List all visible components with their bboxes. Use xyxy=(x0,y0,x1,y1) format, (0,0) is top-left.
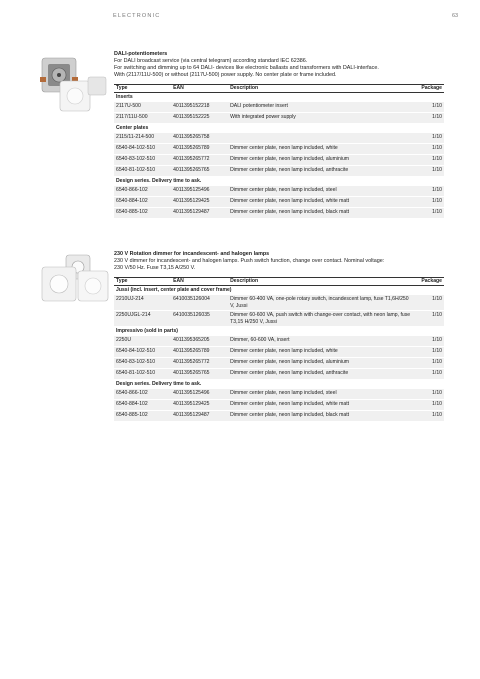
cell-package: 1/10 xyxy=(415,311,444,327)
table-row xyxy=(114,102,444,113)
cell-package: 1/10 xyxy=(415,197,444,208)
product-table xyxy=(114,277,444,422)
col-description: Description xyxy=(228,85,415,93)
table-section-label: Inserts xyxy=(116,94,133,100)
cell-ean: 4011395129425 xyxy=(171,197,228,208)
table-section-label: Design series. Delivery time to ask. xyxy=(116,381,202,387)
cell-package: 1/10 xyxy=(415,133,444,144)
col-ean: EAN xyxy=(171,85,228,93)
cell-type: 6540-884-102 xyxy=(114,400,171,411)
table-row xyxy=(114,369,444,380)
cell-type: 6540-84-102-510 xyxy=(114,347,171,358)
section-desc-line: With (2117/11U-500) or without (2117U-500) power supply. No center plate or frame included. xyxy=(114,72,337,78)
table-section-label: Center plates xyxy=(116,125,149,131)
section-desc-line: 230 V/50 Hz. Fuse T3,15 A/250 V. xyxy=(114,265,196,271)
cell-package: 1/10 xyxy=(415,295,444,311)
cell-type: 2210UJ-214 xyxy=(114,295,171,311)
cell-package: 1/10 xyxy=(415,155,444,166)
rotation-dimmer-section xyxy=(114,251,444,422)
cell-description: Dimmer center plate, neon lamp included, white xyxy=(228,144,415,155)
table-row xyxy=(114,411,444,422)
cell-description: Dimmer center plate, neon lamp included, black matt xyxy=(228,411,415,422)
cell-ean: 4011395265772 xyxy=(171,358,228,369)
table-row xyxy=(114,186,444,197)
col-package: Package xyxy=(415,85,444,93)
table-row xyxy=(114,133,444,144)
cell-package: 1/10 xyxy=(415,166,444,177)
cell-description: Dimmer center plate, neon lamp included, anthracite xyxy=(228,369,415,380)
cell-type: 6540-866-102 xyxy=(114,389,171,400)
cell-package: 1/10 xyxy=(415,400,444,411)
cell-ean: 4011395152218 xyxy=(171,102,228,113)
section-desc-line: For DALI broadcast service (via central telegram) according standard IEC 62386. xyxy=(114,58,308,64)
cell-description: With integrated power supply xyxy=(228,113,415,124)
cell-package: 1/10 xyxy=(415,186,444,197)
table-row xyxy=(114,358,444,369)
cell-ean: 4011395125496 xyxy=(171,389,228,400)
cell-type: 6540-84-102-510 xyxy=(114,144,171,155)
cell-type: 2115/11-214-500 xyxy=(114,133,171,144)
cell-package: 1/10 xyxy=(415,369,444,380)
section-desc-line: For switching and dimming up to 64 DALI- devices like electronic ballasts and transformers with DALI-interface. xyxy=(114,65,379,71)
cell-ean: 4011395265789 xyxy=(171,144,228,155)
cell-ean: 4011395152225 xyxy=(171,113,228,124)
cell-package: 1/10 xyxy=(415,208,444,219)
table-row xyxy=(114,295,444,311)
cell-description: Dimmer center plate, neon lamp included, white matt xyxy=(228,197,415,208)
cell-description: Dimmer center plate, neon lamp included, white xyxy=(228,347,415,358)
col-package: Package xyxy=(415,278,444,286)
col-description: Description xyxy=(228,278,415,286)
cell-description: Dimmer center plate, neon lamp included, aluminium xyxy=(228,358,415,369)
cell-description: Dimmer 60-400 VA, one-pole rotary switch, incandescent lamp, fuse T1,6H/250 V, Jussi xyxy=(228,295,415,311)
cell-package: 1/10 xyxy=(415,113,444,124)
cell-type: 2117U-500 xyxy=(114,102,171,113)
cell-type: 6540-866-102 xyxy=(114,186,171,197)
cell-type: 6540-83-102-510 xyxy=(114,155,171,166)
cell-package: 1/10 xyxy=(415,358,444,369)
cell-type: 6540-81-102-510 xyxy=(114,369,171,380)
table-row xyxy=(114,197,444,208)
col-ean: EAN xyxy=(171,278,228,286)
cell-package: 1/10 xyxy=(415,102,444,113)
table-row xyxy=(114,311,444,327)
cell-ean: 4011395265772 xyxy=(171,155,228,166)
cell-ean: 4011395129487 xyxy=(171,208,228,219)
cell-ean: 6410035126035 xyxy=(171,311,228,327)
cell-ean: 4011395265789 xyxy=(171,347,228,358)
table-row xyxy=(114,155,444,166)
table-row xyxy=(114,336,444,347)
cell-description xyxy=(228,133,415,144)
cell-type: 6540-83-102-510 xyxy=(114,358,171,369)
product-table xyxy=(114,84,444,219)
col-type: Type xyxy=(114,278,171,286)
table-row xyxy=(114,113,444,124)
cell-package: 1/10 xyxy=(415,347,444,358)
cell-description: Dimmer, 60-600 VA, insert xyxy=(228,336,415,347)
cell-ean: 4011395129487 xyxy=(171,411,228,422)
section-header: ELECTRONIC xyxy=(113,13,161,19)
cell-package: 1/10 xyxy=(415,336,444,347)
cell-ean: 4011395125496 xyxy=(171,186,228,197)
cell-ean: 4011395265765 xyxy=(171,166,228,177)
table-row xyxy=(114,389,444,400)
cell-description: Dimmer center plate, neon lamp included, black matt xyxy=(228,208,415,219)
cell-description: Dimmer center plate, neon lamp included, steel xyxy=(228,389,415,400)
section-title: DALI-potentiometers xyxy=(114,51,168,57)
table-row xyxy=(114,208,444,219)
cell-ean: 6410035126004 xyxy=(171,295,228,311)
rotation-dimmer-photo xyxy=(38,253,110,305)
table-section-label: Design series. Delivery time to ask. xyxy=(116,178,202,184)
cell-ean: 4011395129425 xyxy=(171,400,228,411)
dali-potentiometers-section xyxy=(114,51,444,219)
cell-type: 2250U xyxy=(114,336,171,347)
section-desc-line: 230 V dimmer for incandescent- and halogen lamps. Push switch function, change over contact. Nominal voltage: xyxy=(114,258,385,264)
cell-type: 6540-885-102 xyxy=(114,411,171,422)
cell-package: 1/10 xyxy=(415,389,444,400)
cell-type: 2250UJGL-214 xyxy=(114,311,171,327)
cell-description: Dimmer center plate, neon lamp included, steel xyxy=(228,186,415,197)
cell-type: 6540-81-102-510 xyxy=(114,166,171,177)
cell-type: 6540-884-102 xyxy=(114,197,171,208)
cell-ean: 4011395265758 xyxy=(171,133,228,144)
table-row xyxy=(114,166,444,177)
cell-ean: 4011395265765 xyxy=(171,369,228,380)
table-row xyxy=(114,400,444,411)
cell-type: 2117/11U-500 xyxy=(114,113,171,124)
table-section-label: Impressivo (sold in parts) xyxy=(116,328,178,334)
cell-description: Dimmer 60-600 VA, push switch with change-over contact, with neon lamp, fuse T3,15 H/250 V, Jussi xyxy=(228,311,415,327)
cell-ean: 4011395365205 xyxy=(171,336,228,347)
cell-type: 6540-885-102 xyxy=(114,208,171,219)
cell-description: DALI potentiometer insert xyxy=(228,102,415,113)
cell-description: Dimmer center plate, neon lamp included, white matt xyxy=(228,400,415,411)
cell-package: 1/10 xyxy=(415,144,444,155)
section-title: 230 V Rotation dimmer for incandescent- and halogen lamps xyxy=(114,251,270,257)
table-section-label: Jussi (incl. insert, center plate and cover frame) xyxy=(116,287,232,293)
dali-potentiometer-photo xyxy=(38,55,108,113)
table-row xyxy=(114,347,444,358)
cell-description: Dimmer center plate, neon lamp included, aluminium xyxy=(228,155,415,166)
col-type: Type xyxy=(114,85,171,93)
cell-description: Dimmer center plate, neon lamp included, anthracite xyxy=(228,166,415,177)
page-number: 63 xyxy=(452,13,459,19)
cell-package: 1/10 xyxy=(415,411,444,422)
table-row xyxy=(114,144,444,155)
